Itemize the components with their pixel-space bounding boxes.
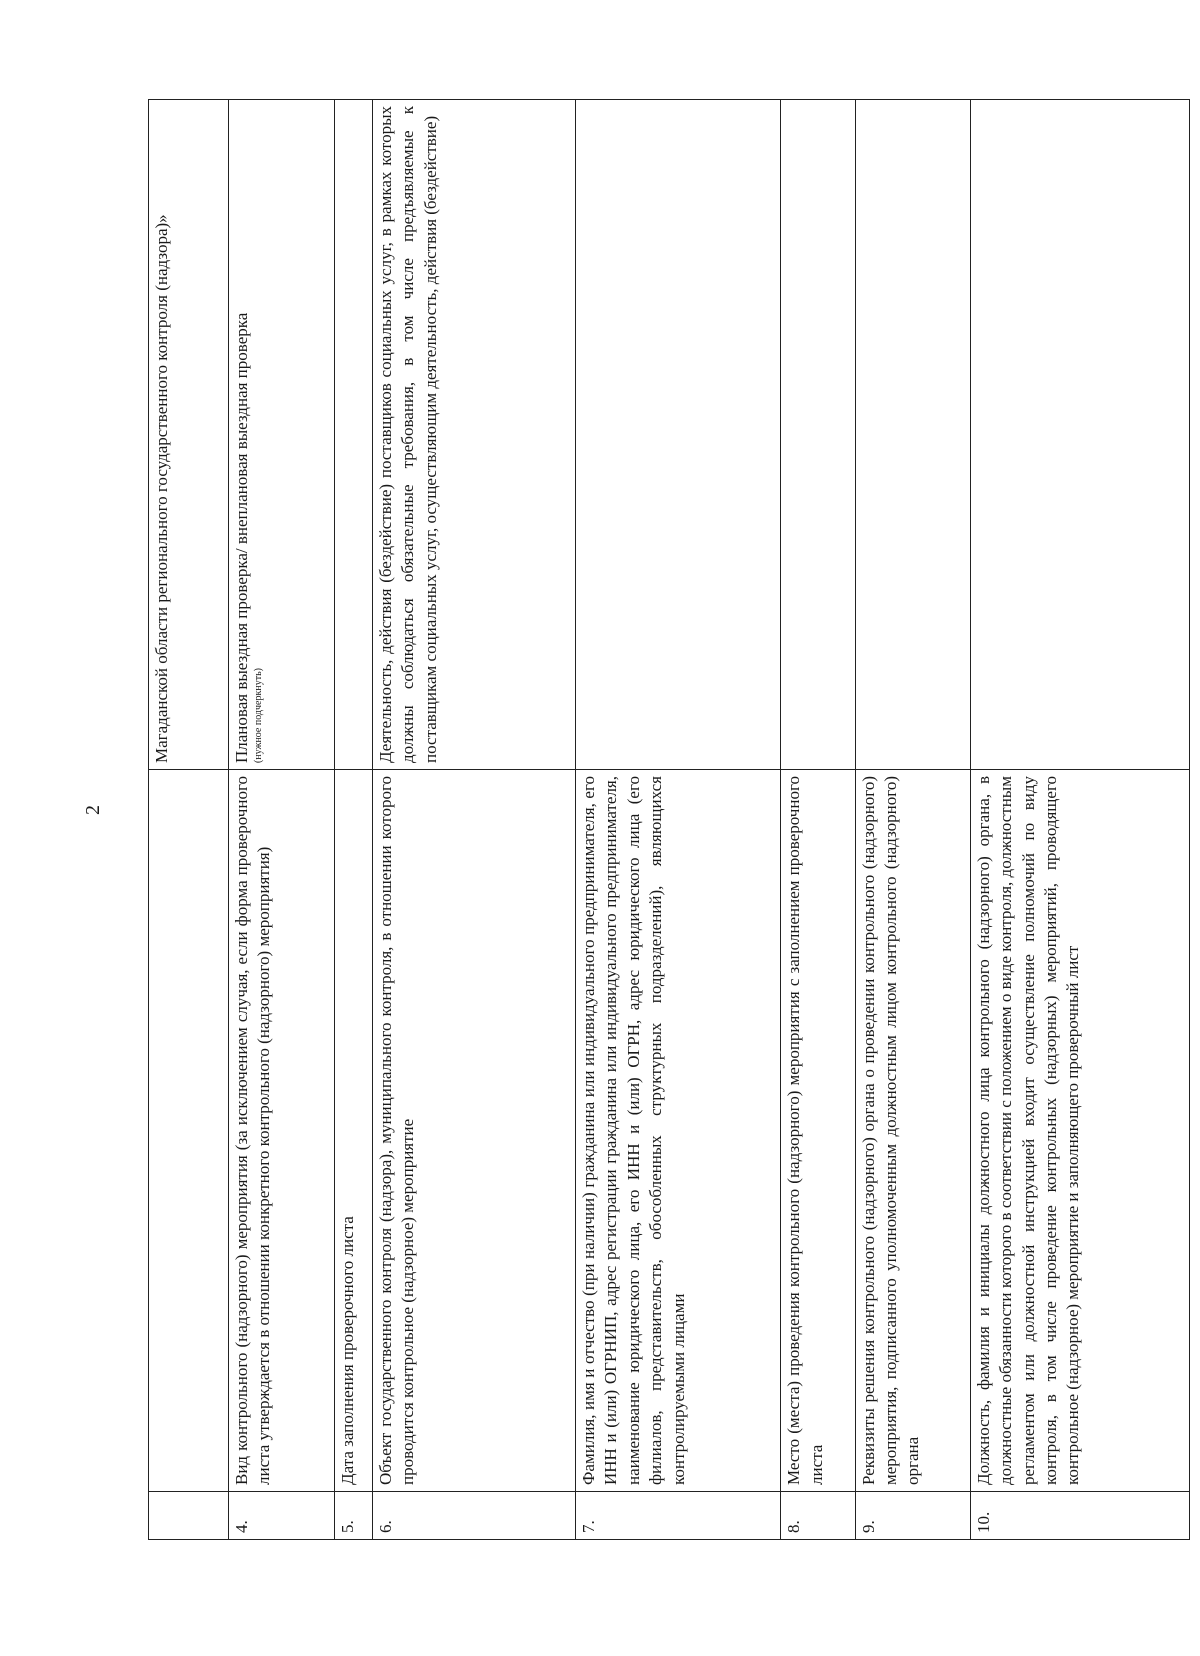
row-value: Деятельность, действия (бездействие) поставщиков социальных услуг, в рамках которых должны соблюдаться обязательные требования, в том числе предъявляемые к поставщикам социальных услуг, осуществляющим деятельность, действия (бездействие): [373, 100, 576, 770]
table-row: [228, 100, 335, 1540]
row-value: [970, 100, 1189, 770]
table-row: [575, 100, 781, 1540]
row-number: 9.: [855, 1492, 970, 1540]
checklist-table: [148, 99, 1190, 1540]
row-description: Место (места) проведения контрольного (надзорного) мероприятия с заполнением проверочного листа: [781, 770, 855, 1492]
page-number: 2: [82, 805, 104, 815]
row-description: Вид контрольного (надзорного) мероприятия (за исключением случая, если форма проверочного листа утверждается в отношении конкретного контрольного (надзорного) мероприятия): [228, 770, 335, 1492]
row-number: 5.: [335, 1492, 373, 1540]
table-row: [335, 100, 373, 1540]
row-number: 7.: [575, 1492, 781, 1540]
row-value: [228, 100, 335, 770]
row-number: 10.: [970, 1492, 1189, 1540]
row-description: Должность, фамилия и инициалы должностного лица контрольного (надзорного) органа, в должностные обязанности которого в соответствии с положением о виде контроля, должностным регламентом или должностной инструкцией входит осуществление полномочий по виду контроля, в том числе проведение контрольных (надзорных) мероприятий, проводящего контрольное (надзорное) мероприятие и заполняющего проверочный лист: [970, 770, 1189, 1492]
row-value: [575, 100, 781, 770]
table-row: [781, 100, 855, 1540]
table-row: [970, 100, 1189, 1540]
row-number: [149, 1492, 229, 1540]
row-number: 8.: [781, 1492, 855, 1540]
row-value-note: (нужное подчеркнуть): [252, 668, 264, 763]
row-value: [781, 100, 855, 770]
table-row-continuation: [149, 100, 229, 1540]
row-description: Дата заполнения проверочного листа: [335, 770, 373, 1492]
row-number: 6.: [373, 1492, 576, 1540]
row-number: 4.: [228, 1492, 335, 1540]
row-value: Магаданской области регионального государственного контроля (надзора)»: [149, 100, 229, 770]
rotated-table-container: [148, 100, 1190, 1540]
row-value: [335, 100, 373, 770]
row-value: [855, 100, 970, 770]
table-row: [373, 100, 576, 1540]
row-description: Реквизиты решения контрольного (надзорного) органа о проведении контрольного (надзорного) мероприятия, подписанного уполномоченным должностным лицом контрольного (надзорного) органа: [855, 770, 970, 1492]
row-value-text: Плановая выездная проверка/ внеплановая выездная проверка: [231, 312, 251, 763]
row-description: [149, 770, 229, 1492]
row-description: Фамилия, имя и отчество (при наличии) гражданина или индивидуального предпринимателя, его ИНН и (или) ОГРНИП, адрес регистрации гражданина или индивидуального предпринимателя, наименование юридического лица, его ИНН и (или) ОГРН, адрес юридического лица (его филиалов, представительств, обособленных структурных подразделений), являющихся контролируемыми лицами: [575, 770, 781, 1492]
row-description: Объект государственного контроля (надзора), муниципального контроля, в отношении которого проводится контрольное (надзорное) мероприятие: [373, 770, 576, 1492]
table-row: [855, 100, 970, 1540]
